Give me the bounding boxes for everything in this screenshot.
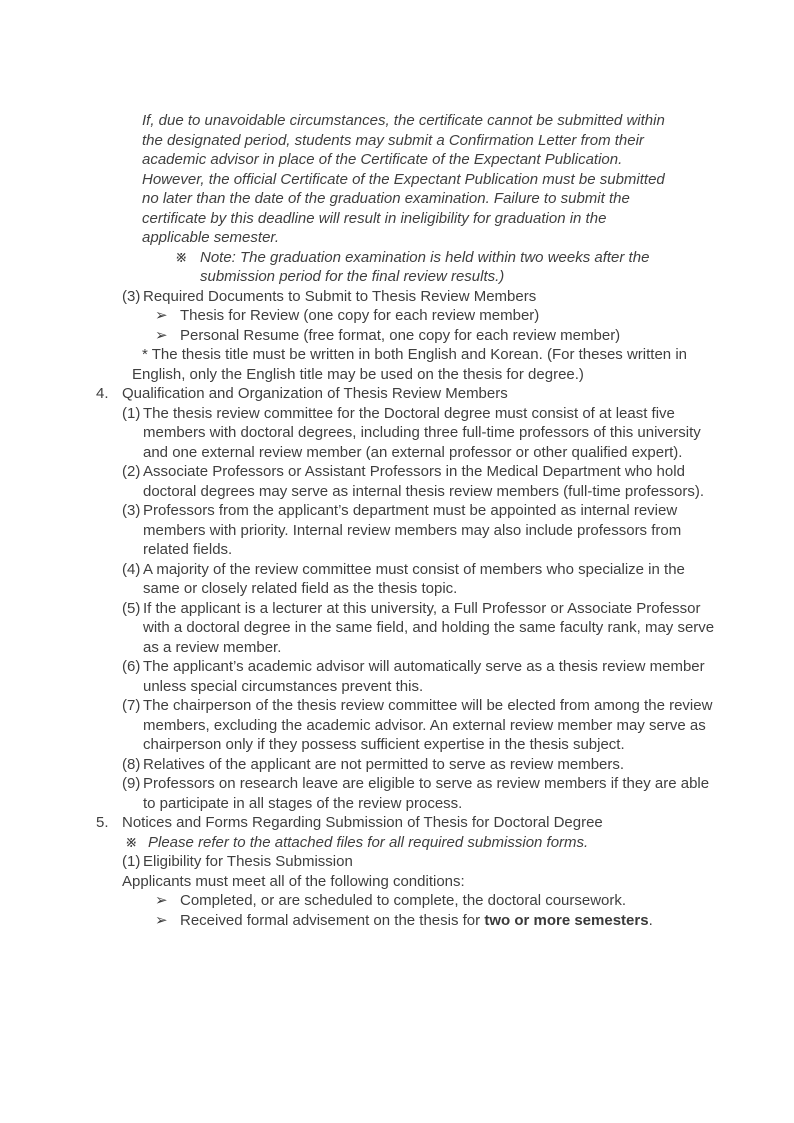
conditions-intro: Applicants must meet all of the following conditions:	[122, 872, 465, 890]
thesis-for-review-bullet	[155, 306, 736, 326]
section4-item-text: Professors from the applicant’s department must be appointed as internal review members with priority. Internal review members may also include professors from related fields.	[143, 502, 682, 558]
section-number: 4.	[96, 385, 109, 402]
section4-item-2	[122, 462, 736, 501]
condition-coursework-text: Completed, or are scheduled to complete, the doctoral coursework.	[180, 892, 627, 909]
section-4-title: Qualification and Organization of Thesis Review Members	[122, 385, 508, 402]
section4-item-text: The applicant’s academic advisor will automatically serve as a thesis review member unless special circumstances prevent this.	[143, 658, 705, 695]
list-marker: (7)	[122, 697, 141, 714]
certificate-exception-paragraph: If, due to unavoidable circumstances, the certificate cannot be submitted within the designated period, students may submit a Confirmation Letter from their academic advisor in place of the Certificate of the Expectant Publication. However, the official Certificate of the Expectant Publication must be submitted no later than the date of the graduation examination. Failure to submit the certificate by this deadline will result in ineligibility for graduation in the applicable semester.	[142, 112, 665, 246]
section4-item-text: The thesis review committee for the Doctoral degree must consist of at least five members with doctoral degrees, including three full-time professors of this university and one external review member (an external professor or other qualified expert).	[143, 404, 701, 461]
thesis-for-review-text: Thesis for Review (one copy for each review member)	[180, 307, 540, 324]
list-marker: (4)	[122, 560, 141, 578]
reference-mark-icon: ※	[125, 833, 138, 851]
personal-resume-text: Personal Resume (free format, one copy for each review member)	[180, 326, 621, 344]
section4-item-5	[122, 599, 736, 658]
arrow-bullet-icon: ➢	[155, 911, 168, 929]
section4-item-7	[122, 696, 736, 755]
document-content	[96, 111, 736, 930]
graduation-exam-note	[175, 248, 736, 287]
section4-item-6	[122, 657, 736, 696]
arrow-bullet-icon: ➢	[155, 892, 168, 909]
list-marker: (1)	[122, 404, 141, 422]
thesis-title-note: * The thesis title must be written in both English and Korean. (For theses written in English, only the English title may be used on the thesis for degree.)	[132, 346, 687, 383]
list-marker: (2)	[122, 463, 141, 480]
condition-advisement-bullet	[155, 911, 736, 931]
list-marker: (3)	[122, 502, 141, 519]
arrow-bullet-icon: ➢	[155, 326, 168, 344]
list-marker: (3)	[122, 287, 141, 305]
eligibility-heading	[122, 852, 736, 872]
graduation-exam-note-text: Note: The graduation examination is held within two weeks after the submission period for the final review results.)	[200, 248, 650, 285]
eligibility-title: Eligibility for Thesis Submission	[143, 853, 353, 870]
section4-item-text: A majority of the review committee must consist of members who specialize in the same or closely related field as the thesis topic.	[143, 560, 685, 597]
condition-advisement-bold: two or more semesters	[484, 911, 649, 929]
list-marker: (9)	[122, 775, 141, 792]
section4-item-1	[122, 404, 736, 463]
section4-item-9	[122, 774, 736, 813]
forms-note-text: Please refer to the attached files for all required submission forms.	[148, 833, 589, 851]
section-4-heading	[96, 384, 736, 404]
condition-advisement-suffix: .	[648, 911, 653, 929]
condition-coursework-bullet	[155, 891, 736, 911]
section-5-heading	[96, 813, 736, 833]
section4-item-text: Associate Professors or Assistant Professors in the Medical Department who hold doctoral degrees may serve as internal thesis review members (full-time professors).	[143, 463, 705, 500]
list-marker: (5)	[122, 599, 141, 617]
condition-advisement-prefix: Received formal advisement on the thesis for	[180, 911, 485, 929]
reference-mark-icon: ※	[175, 248, 188, 266]
section4-item-3	[122, 501, 736, 560]
section4-item-text: Relatives of the applicant are not permitted to serve as review members.	[143, 755, 625, 773]
list-marker: (8)	[122, 755, 141, 773]
section4-item-text: The chairperson of the thesis review committee will be elected from among the review members, excluding the academic advisor. An external review member may serve as chairperson only if they possess sufficient expertise in the thesis subject.	[143, 697, 713, 753]
section-number: 5.	[96, 814, 109, 831]
section4-item-text: Professors on research leave are eligible to serve as review members if they are able to participate in all stages of the review process.	[143, 775, 710, 812]
section4-item-text: If the applicant is a lecturer at this university, a Full Professor or Associate Professor with a doctoral degree in the same field, and holding the same faculty rank, may serve as a review member.	[143, 599, 715, 656]
personal-resume-bullet	[155, 326, 736, 346]
section-5-title: Notices and Forms Regarding Submission of Thesis for Doctoral Degree	[122, 814, 603, 831]
section4-item-4	[122, 560, 736, 599]
arrow-bullet-icon: ➢	[155, 307, 168, 324]
required-documents-title: Required Documents to Submit to Thesis Review Members	[143, 287, 537, 305]
list-marker: (1)	[122, 853, 141, 870]
forms-note	[125, 833, 736, 853]
condition-advisement-text	[180, 911, 653, 931]
section4-item-8	[122, 755, 736, 775]
required-documents-heading	[122, 287, 736, 307]
list-marker: (6)	[122, 658, 141, 675]
